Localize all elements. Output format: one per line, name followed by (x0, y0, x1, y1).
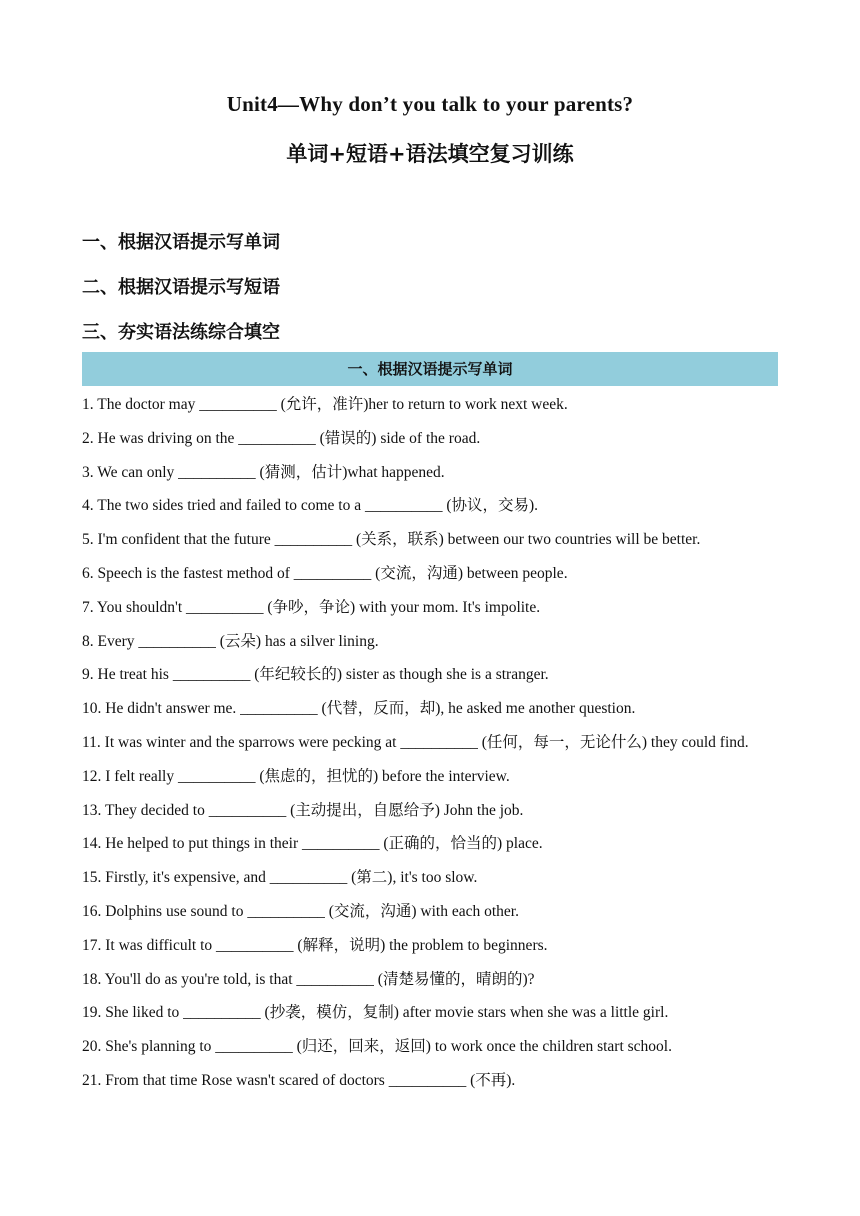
question-item: 16. Dolphins use sound to __________ (交流，沟通) with each other. (82, 902, 519, 920)
toc-item-grammar: 三、夯实语法练综合填空 (82, 322, 280, 343)
question-item: 3. We can only __________ (猜测，估计)what happened. (82, 463, 445, 481)
question-item: 11. It was winter and the sparrows were pecking at __________ (任何，每一，无论什么) they could find. (82, 733, 749, 751)
question-item: 14. He helped to put things in their __________ (正确的，恰当的) place. (82, 835, 543, 853)
document-subtitle: 单词+短语+语法填空复习训练 (286, 142, 574, 166)
question-item: 13. They decided to __________ (主动提出，自愿给予) John the job. (82, 801, 524, 819)
question-item: 2. He was driving on the __________ (错误的) side of the road. (82, 429, 481, 447)
section-heading-bar: 一、根据汉语提示写单词 (82, 352, 778, 386)
question-item: 5. I'm confident that the future __________ (关系，联系) between our two countries will be better. (82, 531, 701, 549)
question-item: 20. She's planning to __________ (归还，回来，返回) to work once the children start school. (82, 1038, 672, 1056)
document-title: Unit4—Why don’t you talk to your parents? (226, 92, 634, 116)
question-item: 12. I felt really __________ (焦虑的，担忧的) before the interview. (82, 767, 510, 785)
question-item: 21. From that time Rose wasn't scared of doctors __________ (不再). (82, 1071, 516, 1089)
question-item: 1. The doctor may __________ (允许，准许)her to return to work next week. (82, 396, 568, 413)
question-item: 4. The two sides tried and failed to come to a __________ (协议，交易). (82, 497, 539, 515)
question-item: 7. You shouldn't __________ (争吵，争论) with your mom. It's impolite. (82, 598, 541, 616)
question-item: 6. Speech is the fastest method of __________ (交流，沟通) between people. (82, 564, 568, 582)
question-item: 10. He didn't answer me. __________ (代替，反而，却), he asked me another question. (82, 700, 636, 718)
question-item: 18. You'll do as you're told, is that __________ (清楚易懂的，晴朗的)? (82, 970, 535, 988)
question-item: 19. She liked to __________ (抄袭，模仿，复制) after movie stars when she was a little girl. (82, 1004, 669, 1022)
question-item: 9. He treat his __________ (年纪较长的) sister as though she is a stranger. (82, 666, 549, 684)
toc-item-words: 一、根据汉语提示写单词 (82, 232, 280, 253)
question-item: 15. Firstly, it's expensive, and __________ (第二), it's too slow. (82, 869, 478, 887)
toc-item-phrases: 二、根据汉语提示写短语 (82, 277, 280, 298)
question-list (82, 388, 782, 1098)
question-item: 17. It was difficult to __________ (解释，说明) the problem to beginners. (82, 936, 548, 954)
question-item: 8. Every __________ (云朵) has a silver lining. (82, 632, 379, 650)
